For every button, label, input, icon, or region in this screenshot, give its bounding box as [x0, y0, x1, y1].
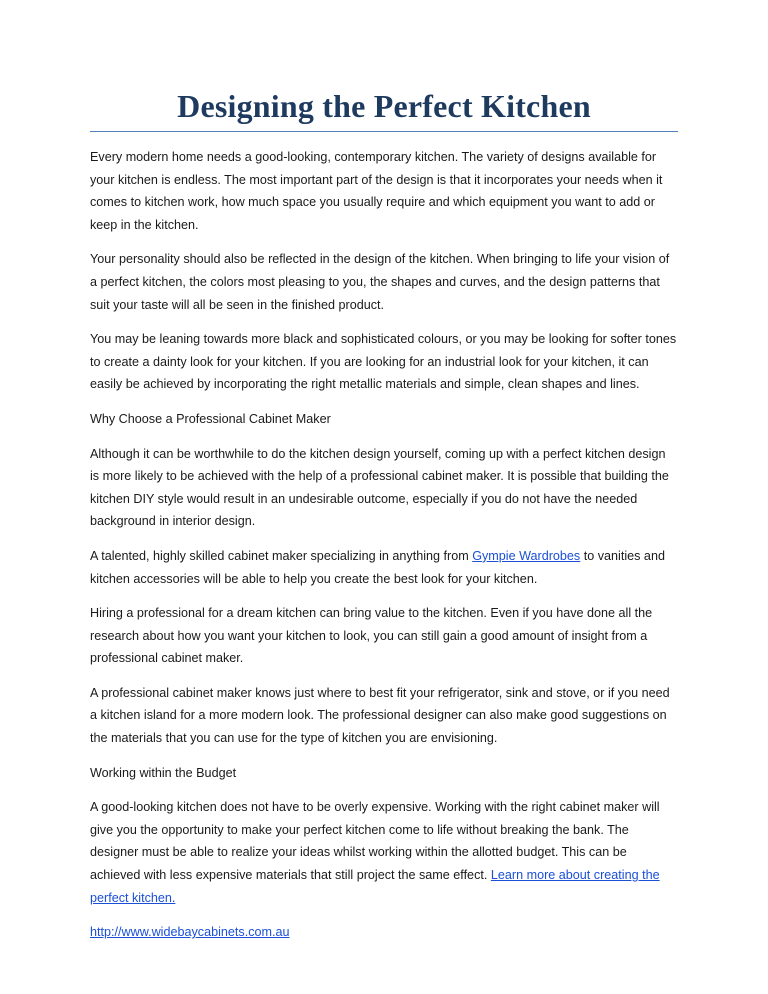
paragraph-skilled-maker: [90, 545, 678, 590]
paragraph-styles: You may be leaning towards more black and sophisticated colours, or you may be looking for softer tones to create a dainty look for your kitchen. If you are looking for an industrial look for your kitchen, it can easily be achieved by incorporating the right metallic materials and simple, clean shapes and lines.: [90, 332, 677, 392]
paragraph-placement: A professional cabinet maker knows just where to best fit your refrigerator, sink and stove, or if you need a kitchen island for a more modern look. The professional designer can also make good suggestions on the materials that you can use for the type of kitchen you are envisioning.: [90, 685, 670, 746]
learn-more-link[interactable]: Learn more about creating the perfect kitchen.: [90, 868, 660, 905]
paragraph-personality: Your personality should also be reflected in the design of the kitchen. When bringing to life your vision of a perfect kitchen, the colors most pleasing to you, the shapes and curves, and the design patterns that suit your taste will all be seen in the finished product.: [90, 252, 670, 312]
paragraph-intro: Every modern home needs a good-looking, contemporary kitchen. The variety of designs available for your kitchen is endless. The most important part of the design is that it incorporates your needs when it comes to kitchen work, how much space you usually require and which equipment you want to add or keep in the kitchen.: [90, 150, 663, 232]
paragraph-diy: Although it can be worthwhile to do the kitchen design yourself, coming up with a perfect kitchen design is more likely to be achieved with the help of a professional cabinet maker. It is possible that building the kitchen DIY style would result in an undesirable outcome, especially if you do not have the needed background in interior design.: [90, 446, 669, 529]
paragraph-hiring: Hiring a professional for a dream kitchen can bring value to the kitchen. Even if you have done all the research about how you want your kitchen to look, you can still gain a good amount of insight from a professional cabinet maker.: [90, 606, 653, 666]
section-heading-budget: Working within the Budget: [90, 765, 237, 780]
paragraph-skilled-maker-text-after: to vanities and kitchen accessories will be able to help you create the best look for your kitchen.: [90, 548, 665, 586]
page-title: Designing the Perfect Kitchen: [90, 88, 678, 132]
paragraph-budget-text: A good-looking kitchen does not have to be overly expensive. Working with the right cabinet maker will give you the opportunity to make your perfect kitchen come to life without breaking the bank. The designer must be able to realize your ideas whilst working within the allotted budget. This can be achieved with less expensive materials that still project the same effect.: [90, 800, 660, 883]
paragraph-budget: [90, 796, 678, 909]
document-body: [90, 146, 678, 944]
website-url-link[interactable]: http://www.widebaycabinets.com.au: [90, 925, 290, 940]
section-heading-professional: Why Choose a Professional Cabinet Maker: [90, 411, 331, 426]
website-url-line: [90, 921, 678, 944]
gympie-wardrobes-link[interactable]: Gympie Wardrobes: [472, 548, 581, 563]
paragraph-skilled-maker-text-before: A talented, highly skilled cabinet maker specializing in anything from: [90, 548, 473, 563]
document-page: [90, 88, 678, 956]
